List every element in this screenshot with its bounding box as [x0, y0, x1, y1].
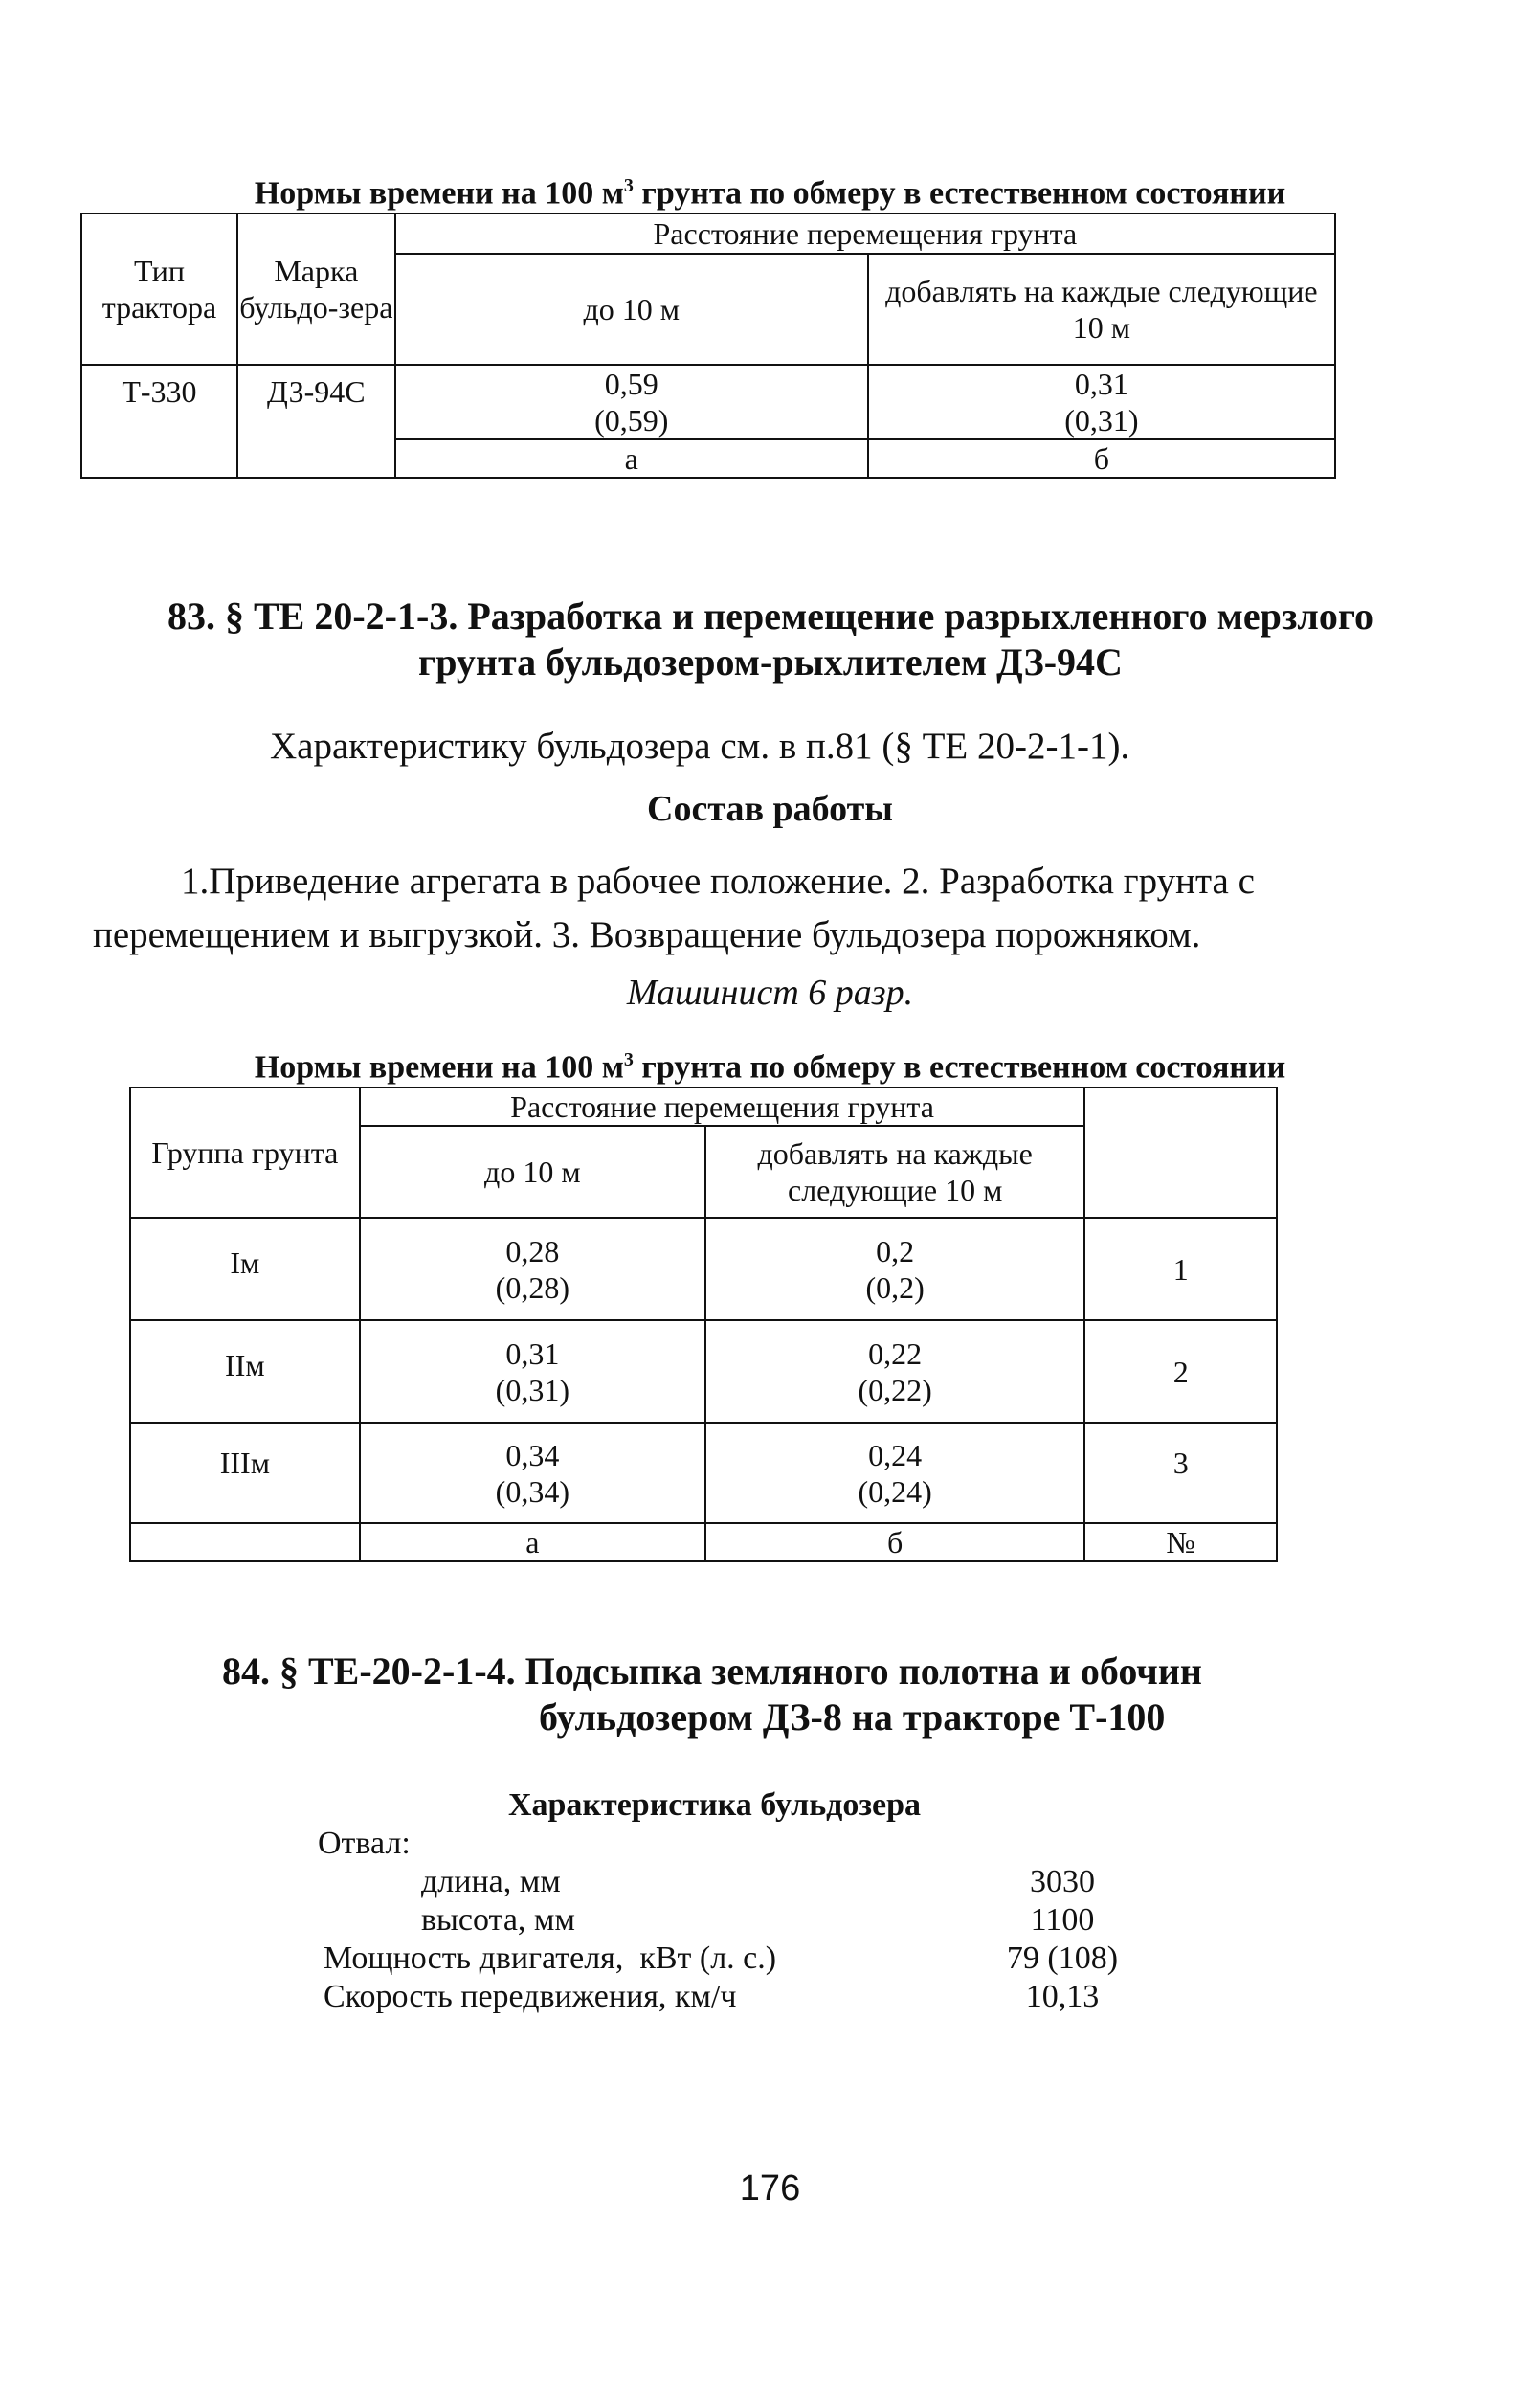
spec-value-speed: 10,13	[1025, 1979, 1100, 2014]
table1-cell-a	[395, 365, 868, 439]
section83-characteristic: Характеристику бульдозера см. в п.81 (§ ТЕ 20-2-1-1).	[270, 726, 1130, 767]
section83-work-text-line2: перемещением и выгрузкой. 3. Возвращение бульдозера порожняком.	[93, 914, 1201, 955]
table2-b-3-paren: (0,24)	[858, 1473, 932, 1509]
spec-label-length: длина, мм	[421, 1864, 561, 1899]
table1-cell-brand: ДЗ-94С	[237, 365, 395, 478]
table1-caption-post: грунта по обмеру в естественном состоянии	[633, 175, 1286, 212]
table2-a-1-value: 0,28	[505, 1233, 560, 1268]
table2-letter-num: №	[1084, 1523, 1277, 1561]
table2-caption	[0, 1041, 1540, 1087]
table2-b-1-paren: (0,2)	[865, 1269, 925, 1305]
section83-work-title: Состав работы	[647, 789, 893, 829]
table2-b-3-value: 0,24	[868, 1437, 923, 1472]
table2-a-3-value: 0,34	[505, 1437, 560, 1472]
table1-caption	[0, 167, 1540, 213]
table-row	[130, 1423, 1277, 1523]
table1-b-value: 0,31	[1074, 367, 1128, 401]
table1-header-up-to-10: до 10 м	[395, 254, 868, 365]
section83-heading-line2: грунта бульдозером-рыхлителем ДЗ-94С	[418, 640, 1123, 684]
table2-a-1	[360, 1218, 705, 1320]
table2-num-1: 1	[1084, 1218, 1277, 1320]
table1-header-type: Тип трактора	[81, 213, 237, 365]
table1-b-value-paren: (0,31)	[1064, 403, 1139, 438]
table1	[80, 213, 1336, 479]
table1-a-value-paren: (0,59)	[594, 403, 669, 438]
page-number: 176	[739, 2168, 801, 2209]
table1-caption-sup: 3	[623, 175, 634, 196]
table2-a-2	[360, 1320, 705, 1423]
table2-header-up-to-10: до 10 м	[360, 1126, 705, 1218]
table1-letter-a: а	[395, 439, 868, 478]
spec-value-height: 1100	[1030, 1902, 1095, 1938]
table2-group-1: Iм	[130, 1218, 360, 1320]
table1-header-add-each: добавлять на каждые следующие 10 м	[868, 254, 1335, 365]
section84-heading	[57, 1649, 1484, 1740]
section84-heading-line2: бульдозером ДЗ-8 на тракторе Т-100	[539, 1695, 1166, 1739]
section83-work-text	[93, 855, 1328, 962]
table2-a-3-paren: (0,34)	[495, 1473, 569, 1509]
table-row	[81, 365, 1335, 439]
section83-machinist: Машинист 6 разр.	[626, 973, 914, 1013]
table2-caption-post: грунта по обмеру в естественном состоянии	[633, 1049, 1286, 1086]
table2-b-2-value: 0,22	[868, 1335, 923, 1371]
table2-header-group: Группа грунта	[130, 1088, 360, 1218]
table-row	[130, 1218, 1277, 1320]
table2-header-empty	[1084, 1088, 1277, 1218]
table2-b-1-value: 0,2	[876, 1233, 915, 1268]
table2-a-2-paren: (0,31)	[495, 1372, 569, 1407]
section83-heading	[57, 594, 1484, 685]
table2-group-3: IIIм	[130, 1423, 360, 1523]
section84-spec-title: Характеристика бульдозера	[507, 1787, 922, 1823]
table2	[129, 1087, 1278, 1562]
table1-cell-tractor: Т-330	[81, 365, 237, 478]
table2-a-1-paren: (0,28)	[495, 1269, 569, 1305]
table2-num-2: 2	[1084, 1320, 1277, 1423]
table2-caption-pre: Нормы времени на 100 м	[254, 1049, 624, 1086]
section84-heading-line1: 84. § ТЕ-20-2-1-4. Подсыпка земляного полотна и обочин	[222, 1649, 1202, 1693]
table2-letter-a: а	[360, 1523, 705, 1561]
section84-blade: Отвал:	[318, 1826, 411, 1861]
table2-num-3: 3	[1084, 1423, 1277, 1523]
spec-value-length: 3030	[1030, 1864, 1095, 1899]
section83-heading-line1: 83. § ТЕ 20-2-1-3. Разработка и перемещение разрыхленного мерзлого	[167, 595, 1373, 638]
table2-group-2: IIм	[130, 1320, 360, 1423]
spec-label-power: Мощность двигателя, кВт (л. с.)	[324, 1941, 777, 1976]
table2-b-2	[705, 1320, 1084, 1423]
table2-letter-empty	[130, 1523, 360, 1561]
table1-a-value: 0,59	[604, 367, 658, 401]
table1-cell-b	[868, 365, 1335, 439]
table2-caption-sup: 3	[623, 1049, 634, 1070]
table2-header-add-each: добавлять на каждые следующие 10 м	[705, 1126, 1084, 1218]
table2-header-distance: Расстояние перемещения грунта	[360, 1088, 1085, 1126]
table2-b-1	[705, 1218, 1084, 1320]
table1-letter-b: б	[868, 439, 1335, 478]
table1-header-distance: Расстояние перемещения грунта	[395, 213, 1335, 254]
table1-caption-pre: Нормы времени на 100 м	[254, 175, 624, 212]
table2-letter-b: б	[705, 1523, 1084, 1561]
table2-b-2-paren: (0,22)	[858, 1372, 932, 1407]
spec-label-height: высота, мм	[421, 1902, 575, 1938]
table2-b-3	[705, 1423, 1084, 1523]
section83-work-text-line1: 1.Приведение агрегата в рабочее положение. 2. Разработка грунта с	[181, 861, 1255, 902]
table1-header-brand: Марка бульдо-зера	[237, 213, 395, 365]
spec-value-power: 79 (108)	[1006, 1941, 1119, 1976]
table-row	[130, 1320, 1277, 1423]
table2-a-2-value: 0,31	[505, 1335, 560, 1371]
table2-a-3	[360, 1423, 705, 1523]
spec-label-speed: Скорость передвижения, км/ч	[324, 1979, 737, 2014]
